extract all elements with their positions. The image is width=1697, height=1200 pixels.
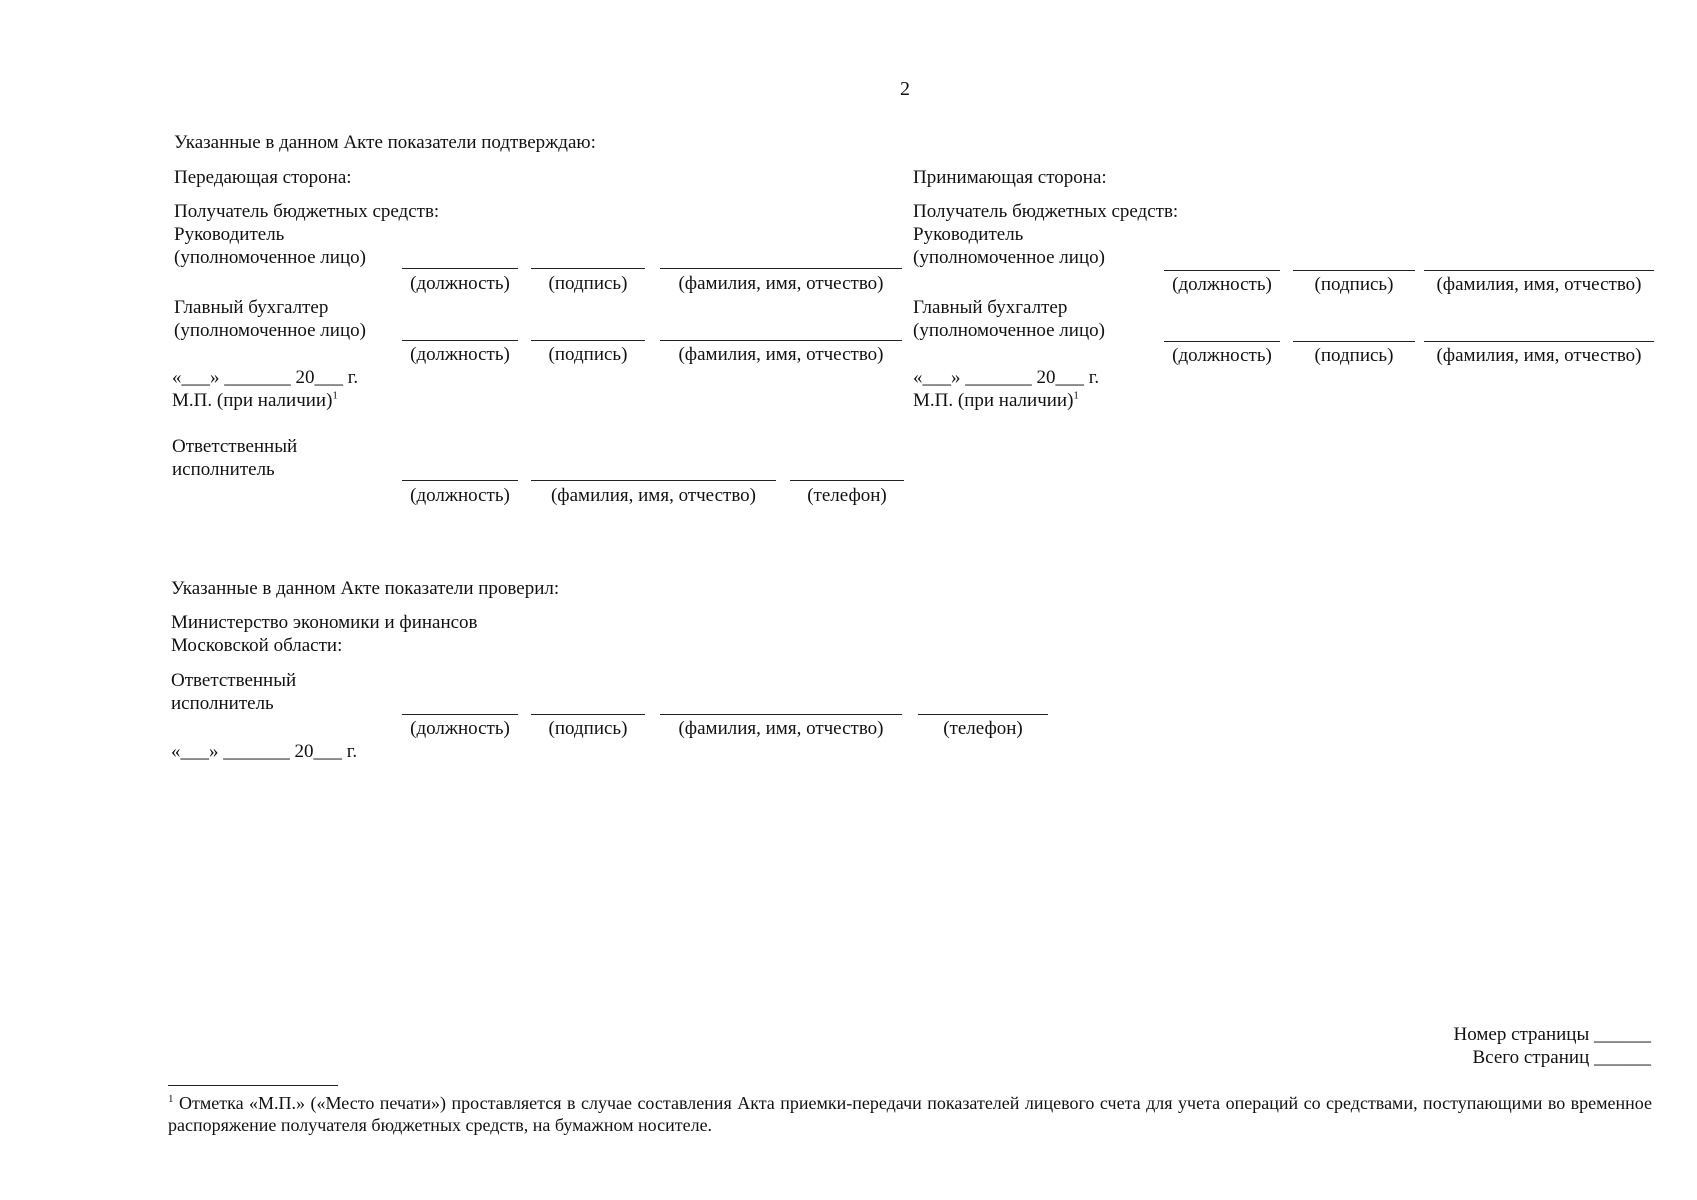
checked-executor-label: Ответственный [171, 670, 297, 691]
left-head-position-caption: (должность) [410, 273, 510, 294]
right-recipient-label: Получатель бюджетных средств: [913, 201, 1179, 222]
left-party-title: Передающая сторона: [174, 167, 352, 188]
left-executor-name-caption: (фамилия, имя, отчество) [550, 485, 756, 506]
right-head-label: Руководитель [913, 224, 1024, 245]
checked-position-field[interactable] [402, 714, 518, 715]
left-executor-phone-field[interactable] [790, 480, 904, 481]
checked-name-field[interactable] [660, 714, 902, 715]
right-accountant-sublabel: (уполномоченное лицо) [913, 320, 1105, 341]
left-accountant-signature-caption: (подпись) [548, 344, 628, 365]
checked-signature-caption: (подпись) [548, 718, 628, 739]
right-head-position-field[interactable] [1164, 270, 1280, 271]
checked-signature-field[interactable] [531, 714, 645, 715]
left-executor-position-field[interactable] [402, 480, 518, 481]
page-number-field: Номер страницы ______ [1453, 1024, 1651, 1045]
left-head-label: Руководитель [174, 224, 285, 245]
footnote-separator [168, 1085, 338, 1086]
checked-executor-sublabel: исполнитель [171, 693, 274, 714]
total-pages-field: Всего страниц ______ [1472, 1047, 1651, 1068]
right-head-sublabel: (уполномоченное лицо) [913, 247, 1105, 268]
left-head-sublabel: (уполномоченное лицо) [174, 247, 366, 268]
checked-heading: Указанные в данном Акте показатели проверил: [171, 578, 560, 599]
page-number: 2 [900, 78, 910, 100]
left-head-position-field[interactable] [402, 268, 518, 269]
left-stamp-footnote-mark: 1 [332, 389, 338, 402]
checked-date-line: «___» _______ 20___ г. [171, 741, 358, 762]
left-accountant-name-caption: (фамилия, имя, отчество) [678, 344, 884, 365]
checked-phone-caption: (телефон) [943, 718, 1023, 739]
left-stamp-label: М.П. (при наличии) [172, 390, 333, 411]
confirm-heading: Указанные в данном Акте показатели подтверждаю: [174, 132, 596, 153]
left-accountant-label: Главный бухгалтер [174, 297, 329, 318]
right-accountant-name-caption: (фамилия, имя, отчество) [1436, 345, 1642, 366]
right-accountant-signature-caption: (подпись) [1314, 345, 1394, 366]
left-accountant-sublabel: (уполномоченное лицо) [174, 320, 366, 341]
right-stamp-label: М.П. (при наличии) [913, 390, 1074, 411]
right-accountant-label: Главный бухгалтер [913, 297, 1068, 318]
left-recipient-label: Получатель бюджетных средств: [174, 201, 440, 222]
checked-position-caption: (должность) [410, 718, 510, 739]
left-executor-sublabel: исполнитель [172, 459, 275, 480]
right-accountant-name-field[interactable] [1424, 341, 1654, 342]
footnote [168, 1092, 1652, 1136]
right-accountant-position-field[interactable] [1164, 341, 1280, 342]
checked-name-caption: (фамилия, имя, отчество) [678, 718, 884, 739]
ministry-label: Министерство экономики и финансов [171, 612, 478, 633]
left-stamp [172, 389, 338, 412]
right-head-name-caption: (фамилия, имя, отчество) [1436, 274, 1642, 295]
checked-phone-field[interactable] [918, 714, 1048, 715]
right-date-line: «___» _______ 20___ г. [913, 367, 1100, 388]
left-executor-position-caption: (должность) [410, 485, 510, 506]
right-stamp-footnote-mark: 1 [1073, 389, 1079, 402]
right-accountant-signature-field[interactable] [1293, 341, 1415, 342]
left-head-signature-caption: (подпись) [548, 273, 628, 294]
footnote-text: Отметка «М.П.» («Место печати») проставляется в случае составления Акта приемки-передачи показателей лицевого счета для учета операций со средствами, поступающими во временное распоряжение получателя бюджетных средств, на бумажном носителе. [168, 1093, 1653, 1135]
footnote-mark: 1 [168, 1093, 174, 1105]
left-date-line: «___» _______ 20___ г. [172, 367, 359, 388]
left-executor-phone-caption: (телефон) [807, 485, 887, 506]
right-head-signature-field[interactable] [1293, 270, 1415, 271]
left-executor-name-field[interactable] [531, 480, 776, 481]
left-head-name-field[interactable] [660, 268, 902, 269]
left-accountant-position-caption: (должность) [410, 344, 510, 365]
right-head-name-field[interactable] [1424, 270, 1654, 271]
left-executor-label: Ответственный [172, 436, 298, 457]
ministry-sublabel: Московской области: [171, 635, 343, 656]
left-head-signature-field[interactable] [531, 268, 645, 269]
right-party-title: Принимающая сторона: [913, 167, 1107, 188]
left-accountant-name-field[interactable] [660, 340, 902, 341]
right-head-signature-caption: (подпись) [1314, 274, 1394, 295]
right-head-position-caption: (должность) [1172, 274, 1272, 295]
left-head-name-caption: (фамилия, имя, отчество) [678, 273, 884, 294]
right-stamp [913, 389, 1079, 412]
left-accountant-position-field[interactable] [402, 340, 518, 341]
right-accountant-position-caption: (должность) [1172, 345, 1272, 366]
left-accountant-signature-field[interactable] [531, 340, 645, 341]
